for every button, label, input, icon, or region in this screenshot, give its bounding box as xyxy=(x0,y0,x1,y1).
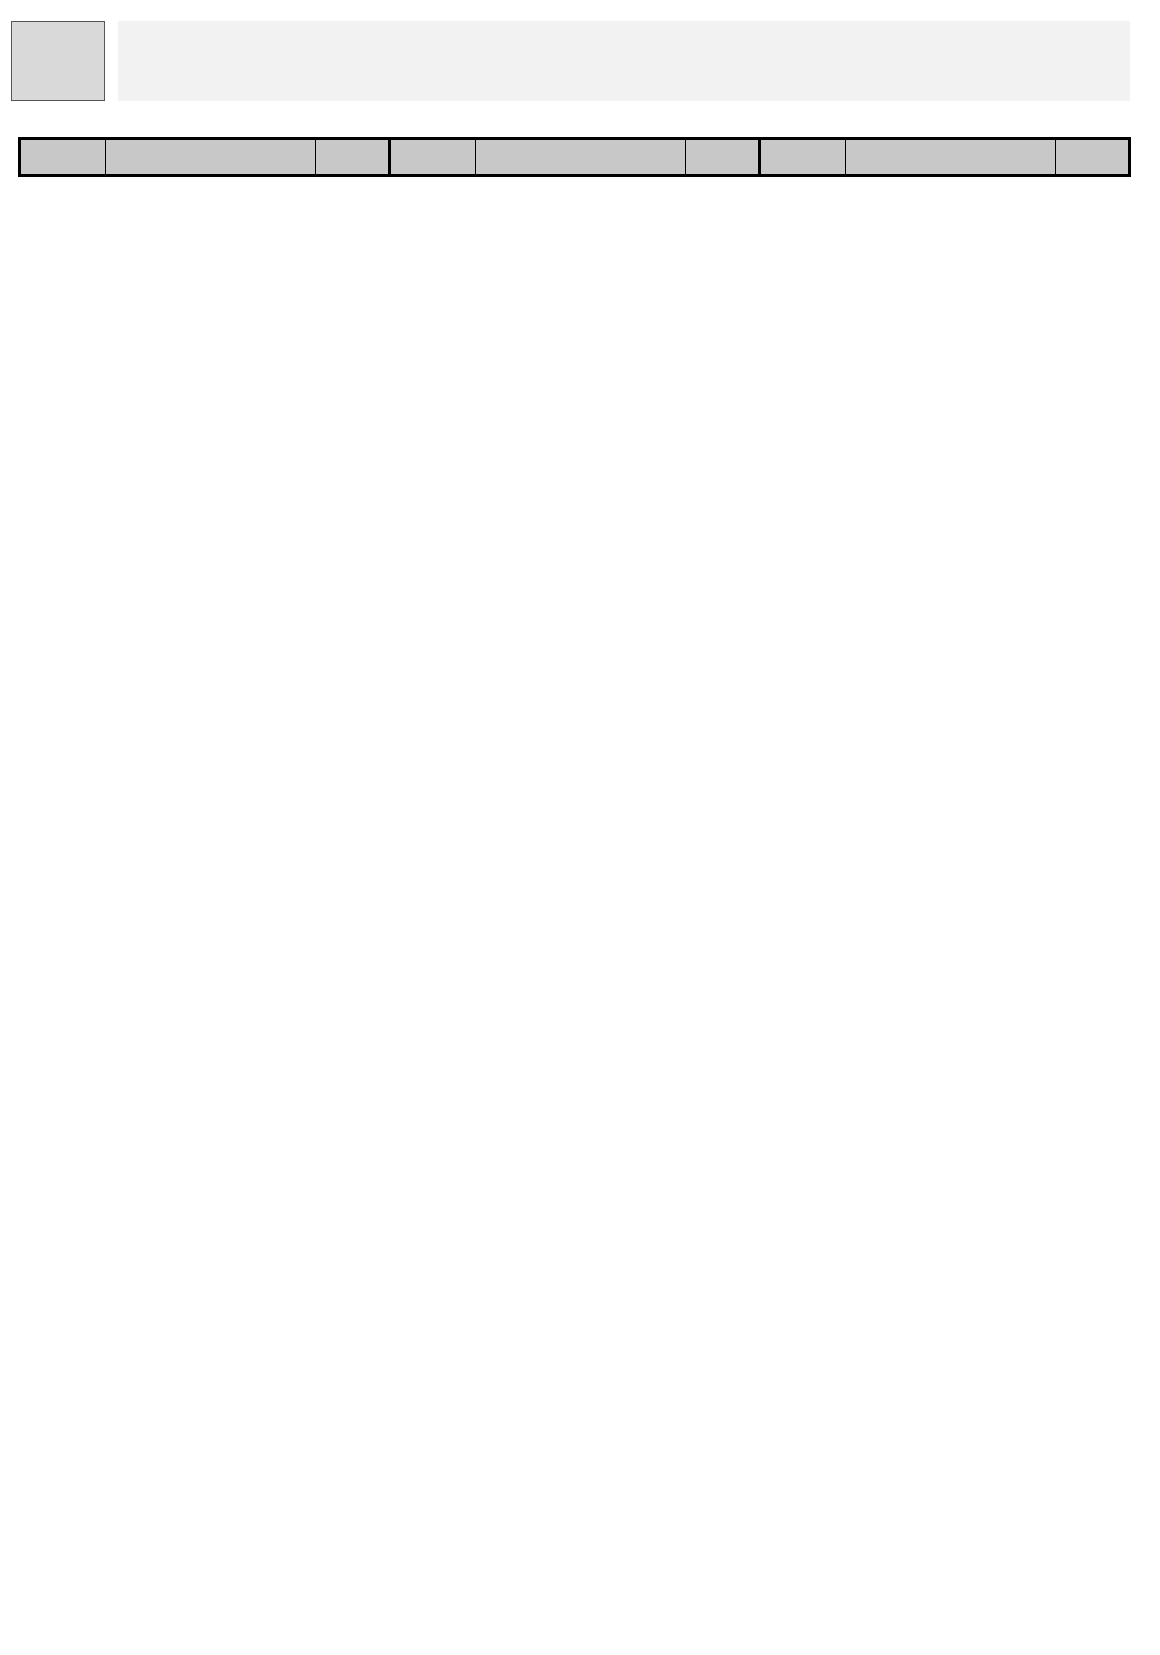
column-header-region xyxy=(389,139,475,176)
column-header-district xyxy=(476,139,686,176)
header-row xyxy=(20,139,1130,176)
column-header-quantity xyxy=(686,139,760,176)
column-header-region xyxy=(759,139,845,176)
column-header-quantity xyxy=(316,139,390,176)
column-header-district xyxy=(846,139,1056,176)
column-header-district xyxy=(106,139,316,176)
column-header-quantity xyxy=(1056,139,1130,176)
column-header-region xyxy=(20,139,106,176)
page-title xyxy=(118,21,1130,101)
appendix-badge xyxy=(11,21,105,101)
recruitment-table xyxy=(18,137,1131,177)
